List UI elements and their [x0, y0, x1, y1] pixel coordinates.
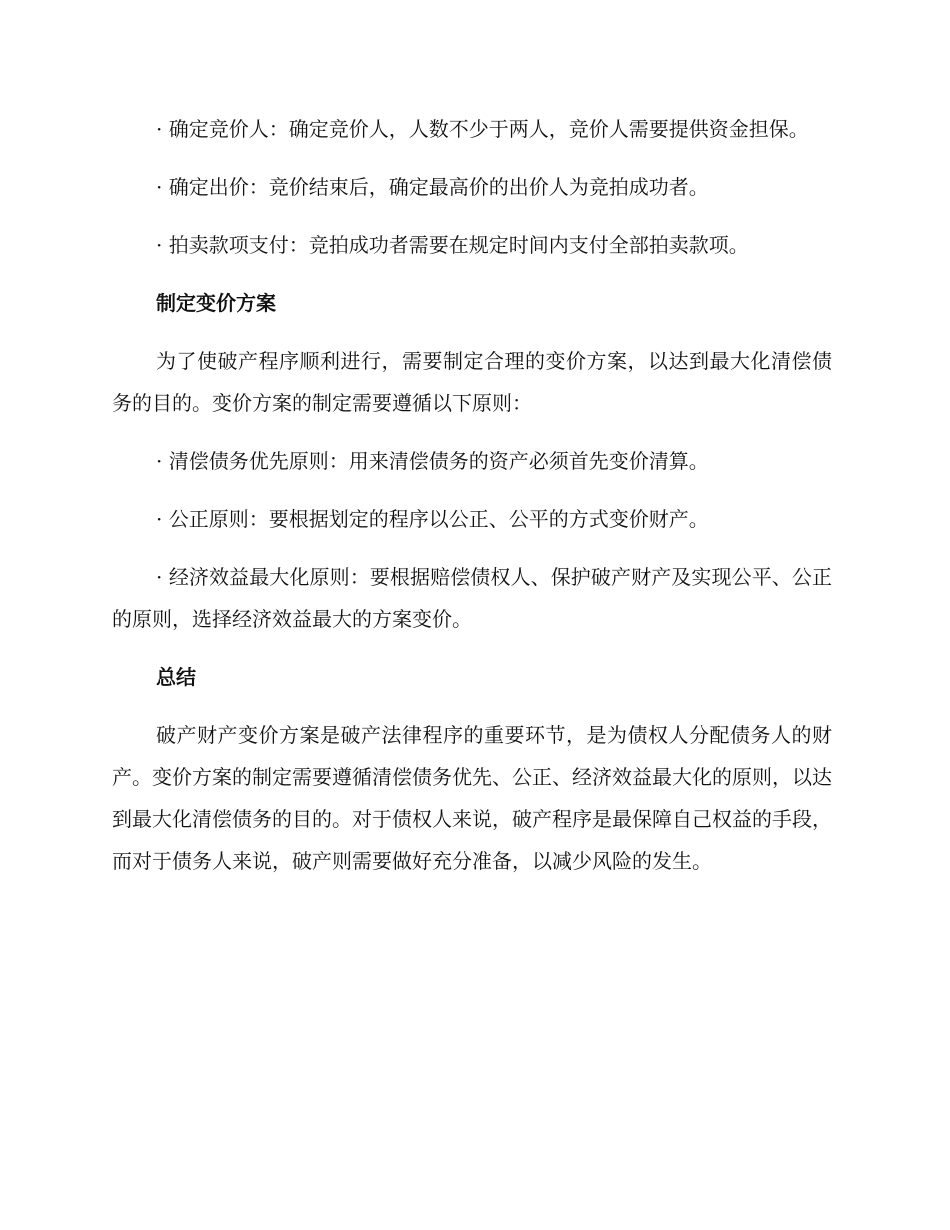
bullet-bidder: · 确定竞价人：确定竞价人，人数不少于两人，竞价人需要提供资金担保。: [156, 117, 809, 141]
bullet-payment: · 拍卖款项支付：竞拍成功者需要在规定时间内支付全部拍卖款项。: [156, 233, 749, 257]
document-body: [112, 108, 832, 898]
bullet-fairness-principle: · 公正原则：要根据划定的程序以公正、公平的方式变价财产。: [156, 507, 709, 531]
paragraph-plan-intro: 为了使破产程序顺利进行，需要制定合理的变价方案，以达到最大化清偿债务的目的。变价方案的制定需要遵循以下原则：: [112, 349, 832, 415]
section-heading-plan: 制定变价方案: [156, 291, 276, 315]
paragraph-summary: 破产财产变价方案是破产法律程序的重要环节，是为债权人分配债务人的财产。变价方案的制定需要遵循清偿债务优先、公正、经济效益最大化的原则，以达到最大化清偿债务的目的。对于债权人来说，破产程序是最保障自己权益的手段，而对于债务人来说，破产则需要做好充分准备，以减少风险的发生。: [112, 723, 832, 873]
bullet-bid-price: · 确定出价：竞价结束后，确定最高价的出价人为竞拍成功者。: [156, 175, 709, 199]
section-heading-summary: 总结: [156, 665, 196, 689]
bullet-priority-principle: · 清偿债务优先原则：用来清偿债务的资产必须首先变价清算。: [156, 449, 709, 473]
bullet-efficiency-principle: · 经济效益最大化原则：要根据赔偿债权人、保护破产财产及实现公平、公正的原则，选择经济效益最大的方案变价。: [112, 565, 832, 631]
